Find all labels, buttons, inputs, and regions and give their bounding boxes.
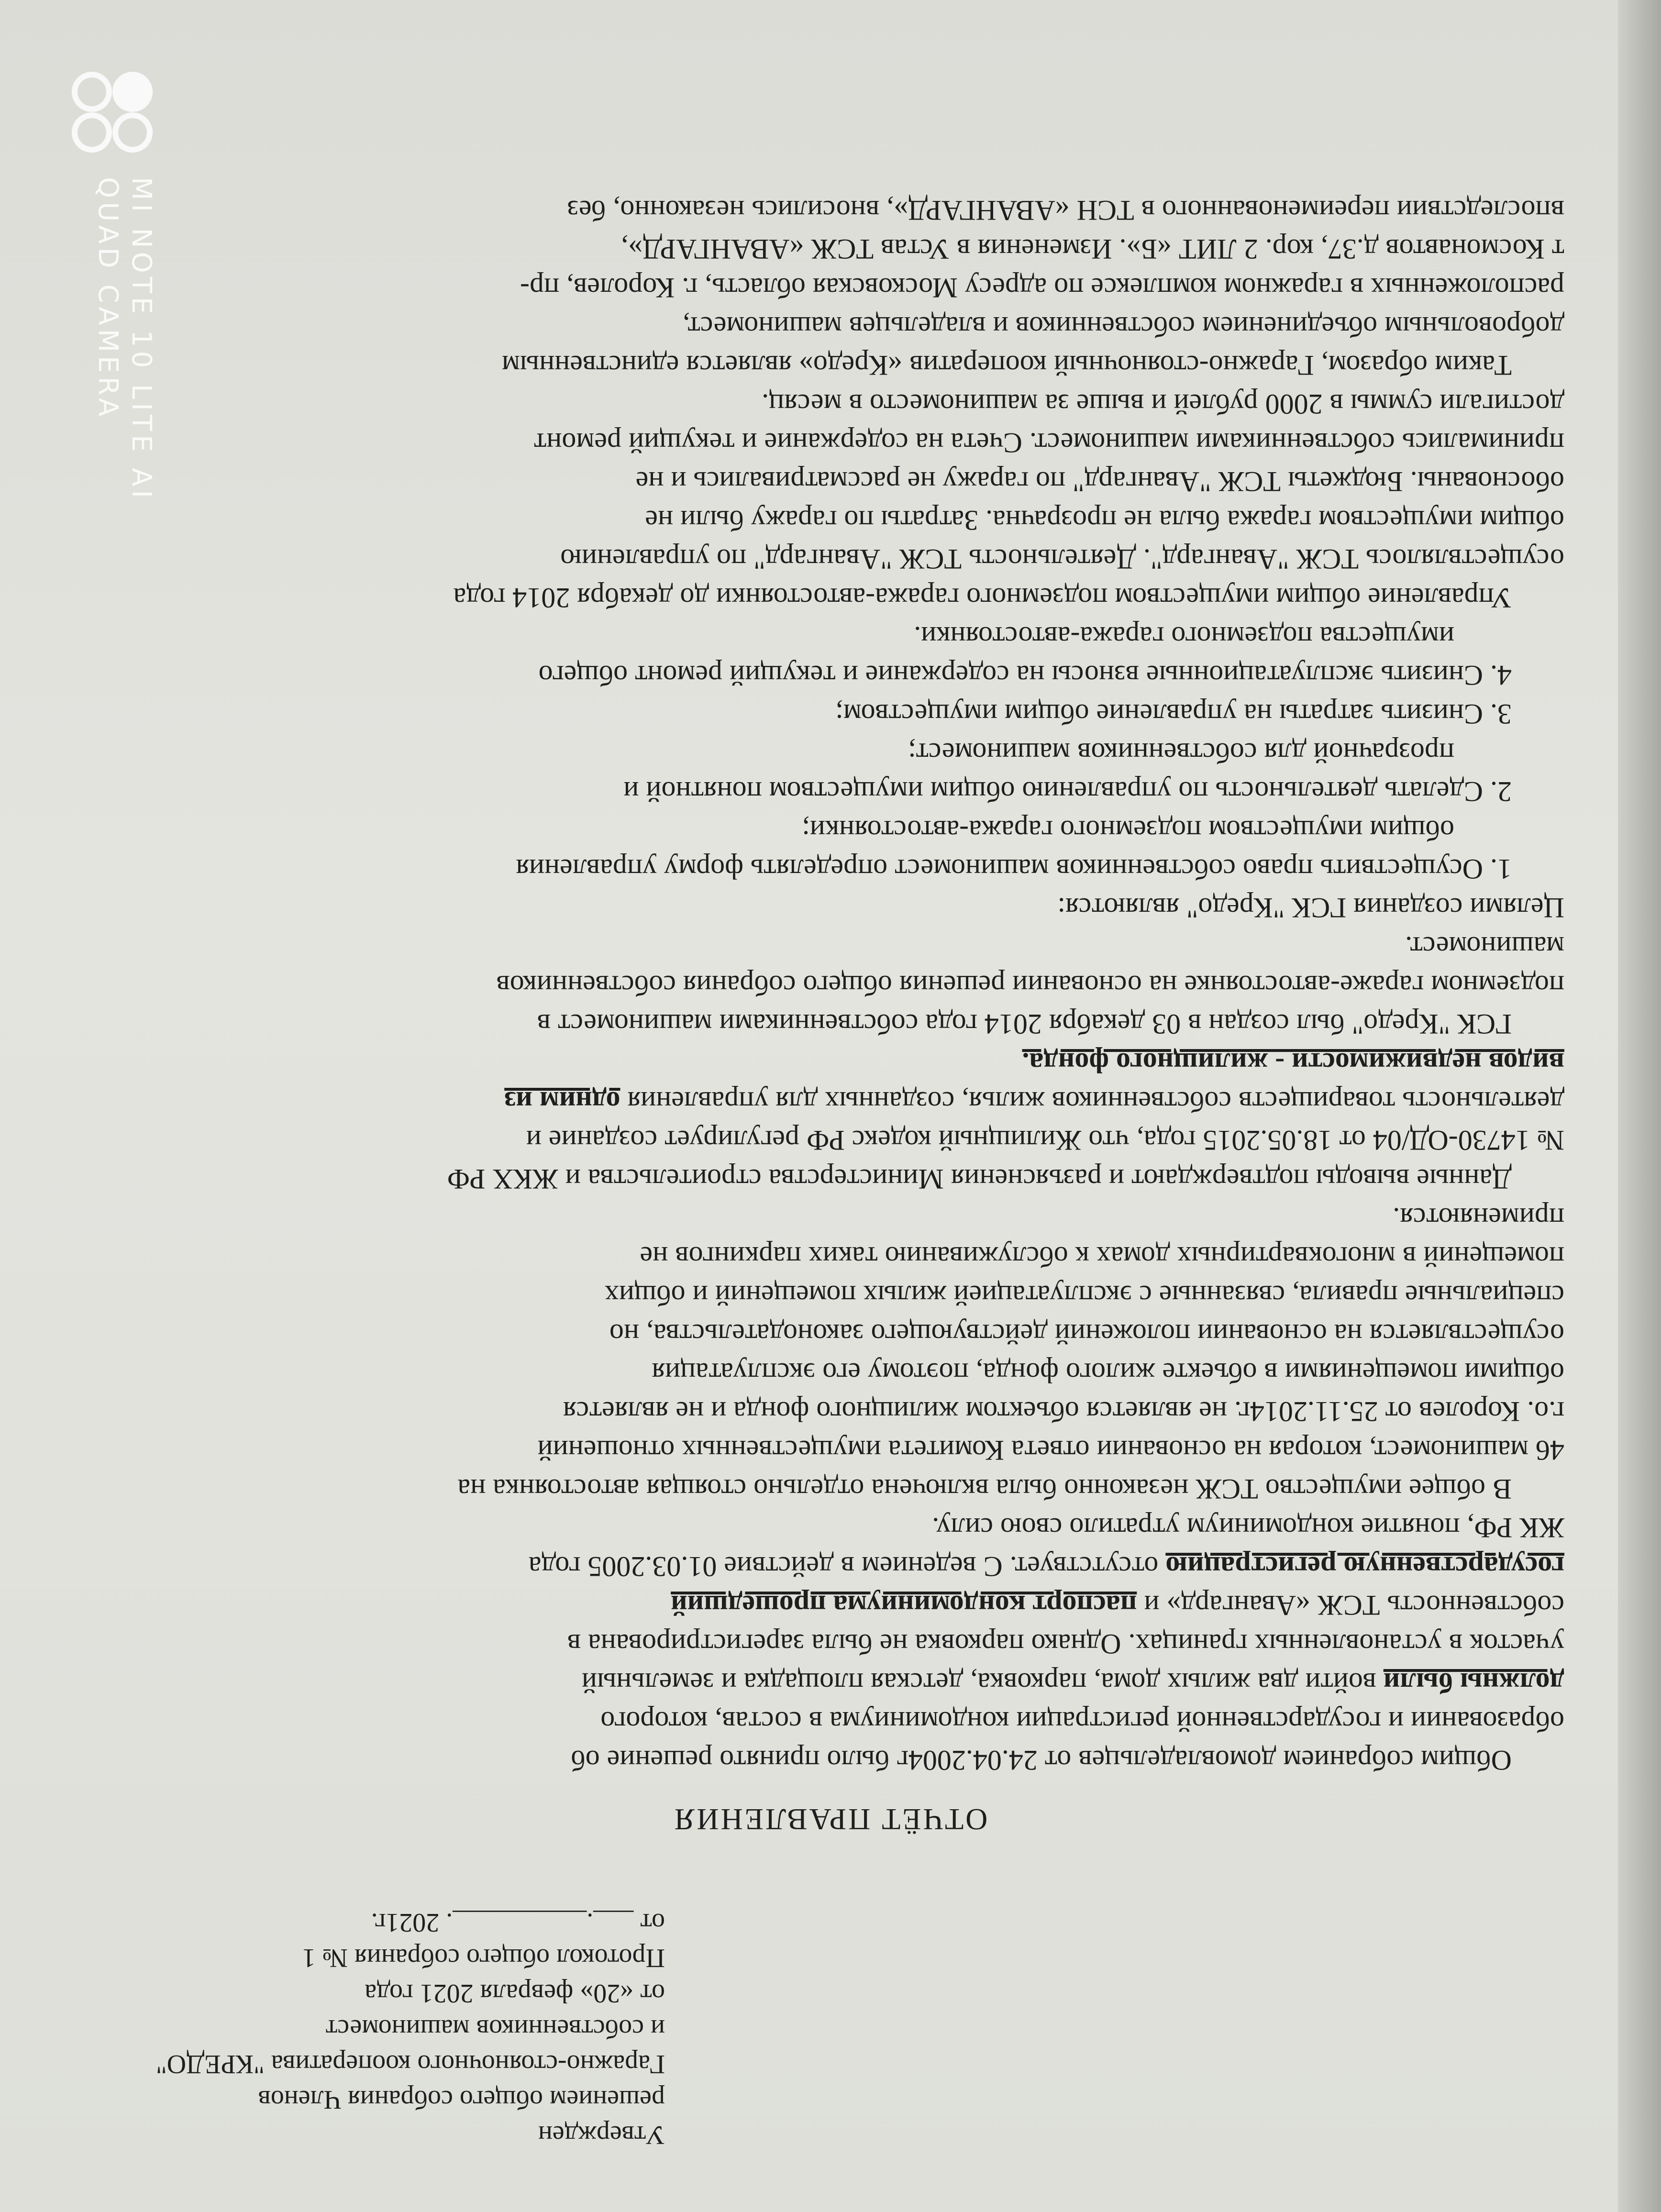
text-line bbox=[96, 1082, 1564, 1121]
document-body bbox=[96, 191, 1564, 1780]
approval-line: Протокол общего собрания № 1 bbox=[302, 1943, 665, 1973]
text-line: впоследствии переименованного в ТСН «АВАНГАРД», вносились незаконно, без bbox=[567, 195, 1564, 226]
text-line: г.о. Королев от 25.11.2014г. не является объектом жилищного фонда и не является bbox=[563, 1396, 1564, 1427]
text-line bbox=[96, 1547, 1564, 1586]
text-line: т Космонавтов д.37, кор. 2 ЛИТ «Б». Изменения в Устав ТСЖ «АВАНГАРД», bbox=[621, 233, 1564, 265]
camera-watermark bbox=[72, 72, 167, 598]
goal-line: общим имуществом подземного гаража-автостоянки; bbox=[802, 815, 1454, 846]
watermark-line1: MI NOTE 10 LITE bbox=[126, 177, 157, 456]
goal-line: 2. Сделать деятельность по управлению общим имуществом понятной и bbox=[623, 776, 1512, 807]
text-line: применяются. bbox=[1393, 1202, 1564, 1234]
text-line: осуществляется на основании положений действующего законодательства, но bbox=[609, 1318, 1564, 1350]
text-line: образовании и государственной регистрации кондоминиума в состав, которого bbox=[600, 1706, 1564, 1737]
approval-line: Гаражно-стояночного кооператива "КРЕДО" bbox=[155, 2049, 665, 2079]
approval-line: Утвержден bbox=[538, 2120, 665, 2150]
text-line: 46 машиномест, которая на основании ответа Комитета имущественных отношений bbox=[537, 1435, 1564, 1466]
text-line: расположенных в гаражном комплексе по адресу Московская область, г. Королев, пр- bbox=[520, 272, 1564, 304]
goals-heading: Целями создания ГСК "Кредо" являются: bbox=[1057, 892, 1564, 924]
watermark-line2: AI QUAD CAMERA bbox=[92, 177, 157, 502]
text-line: общими помещениями в объекте жилого фонда, поэтому его эксплуатация bbox=[652, 1357, 1564, 1389]
camera-logo-icon bbox=[72, 72, 167, 148]
text-line: машиномест. bbox=[1405, 931, 1564, 962]
goal-line: 1. Осуществить право собственников машиномест определять форму управления bbox=[516, 853, 1512, 885]
text-run: деятельность товариществ собственников жилья, созданных для управления bbox=[620, 1086, 1564, 1117]
text-line: помещений в многоквартирных домах к обслуживанию таких паркингов не bbox=[640, 1241, 1564, 1272]
text-line: В общее имущество ТСЖ незаконно была включена отдельно стоящая автостоянка на bbox=[457, 1473, 1512, 1505]
text-line: Общим собранием домовладельцев от 24.04.2004г было принято решение об bbox=[571, 1745, 1512, 1776]
text-run: войти два жилых дома, парковка, детская площадка и земельный bbox=[581, 1667, 1384, 1699]
text-line: № 14730-ОД/04 от 18.05.2015 года, что Жилищный кодекс РФ регулирует создание и bbox=[526, 1125, 1564, 1156]
text-line: Управление общим имуществом подземного гаража-автостоянки до декабря 2014 года bbox=[453, 582, 1512, 614]
goal-line: прозрачной для собственников машиномест; bbox=[908, 737, 1454, 769]
text-line: общим имуществом гаража была не прозрачна. Затраты по гаражу были не bbox=[645, 505, 1564, 536]
watermark-text bbox=[91, 177, 158, 598]
approval-line: и собственников машиномест bbox=[325, 2014, 665, 2044]
goal-line: 3. Снизить затраты на управление общим имуществом; bbox=[835, 698, 1512, 730]
underlined-bold-text: должны были bbox=[1383, 1667, 1564, 1699]
document-title: ОТЧЁТ ПРАВЛЕНИЯ bbox=[672, 1803, 988, 1836]
goal-line: имущества подземного гаража-автостоянки. bbox=[914, 621, 1454, 653]
underlined-bold-text: государственную регистрацию bbox=[1165, 1551, 1564, 1582]
text-line: ЖК РФ, понятие кондоминиум утратило свою силу. bbox=[932, 1512, 1564, 1544]
text-line: подземном гараже-автостоянке на основании решения общего собрания собственников bbox=[496, 970, 1564, 1001]
text-line: достигали суммы в 2000 рублей и выше за машиноместо в месяц. bbox=[762, 388, 1564, 420]
approval-line: решением общего собрания Членов bbox=[258, 2085, 665, 2114]
approval-line: от «20» февраля 2021 года bbox=[365, 1979, 665, 2008]
text-line bbox=[96, 1663, 1564, 1702]
text-line: обоснованы. Бюджеты ТСЖ "Авангард" по гаражу не рассматривались и не bbox=[635, 466, 1564, 498]
text-run: отсутствует. С ведением в действие 01.03.2005 года bbox=[528, 1551, 1166, 1582]
approval-line: от ___.__________. 2021г. bbox=[371, 1908, 665, 1937]
document-page bbox=[96, 29, 1564, 2181]
underlined-bold-text: одним из bbox=[504, 1086, 620, 1117]
text-line: специальные правила, связанные с эксплуатацией жилых помещений и общих bbox=[604, 1280, 1564, 1311]
text-line: добровольным объединением собственников и владельцев машиномест, bbox=[682, 311, 1564, 343]
text-line: Таким образом, Гаражно-стояночный кооператив «Кредо» является единственным bbox=[501, 350, 1512, 381]
underlined-bold-text: паспорт кондоминиума прошедший bbox=[671, 1590, 1137, 1621]
text-line: Данные выводы подтверждают и разъяснения Министерства строительства и ЖКХ РФ bbox=[447, 1163, 1512, 1195]
goal-line: 4. Снизить эксплуатационные взносы на содержание и текущий ремонт общего bbox=[538, 660, 1512, 691]
text-line: участок в установленных границах. Однако парковка не была зарегистрирована в bbox=[567, 1628, 1564, 1660]
text-line bbox=[96, 1586, 1564, 1625]
text-line bbox=[96, 1043, 1564, 1082]
text-line: осуществлялось ТСЖ "Авангард". Деятельность ТСЖ "Авангард" по управлению bbox=[560, 543, 1564, 575]
underlined-bold-text: видов недвижимости - жилищного фонда. bbox=[1022, 1047, 1564, 1079]
approval-stamp-block bbox=[115, 1905, 665, 2153]
photo-edge-shadow bbox=[1618, 0, 1661, 2212]
text-run: собственность ТСЖ «Авангард» и bbox=[1137, 1590, 1564, 1621]
text-line: принимались собственниками машиномест. Счета на содержание и текущий ремонт bbox=[534, 427, 1564, 459]
text-line: ГСК "Кредо" был создан в 03 декабря 2014 года собственниками машиномест в bbox=[537, 1008, 1512, 1040]
